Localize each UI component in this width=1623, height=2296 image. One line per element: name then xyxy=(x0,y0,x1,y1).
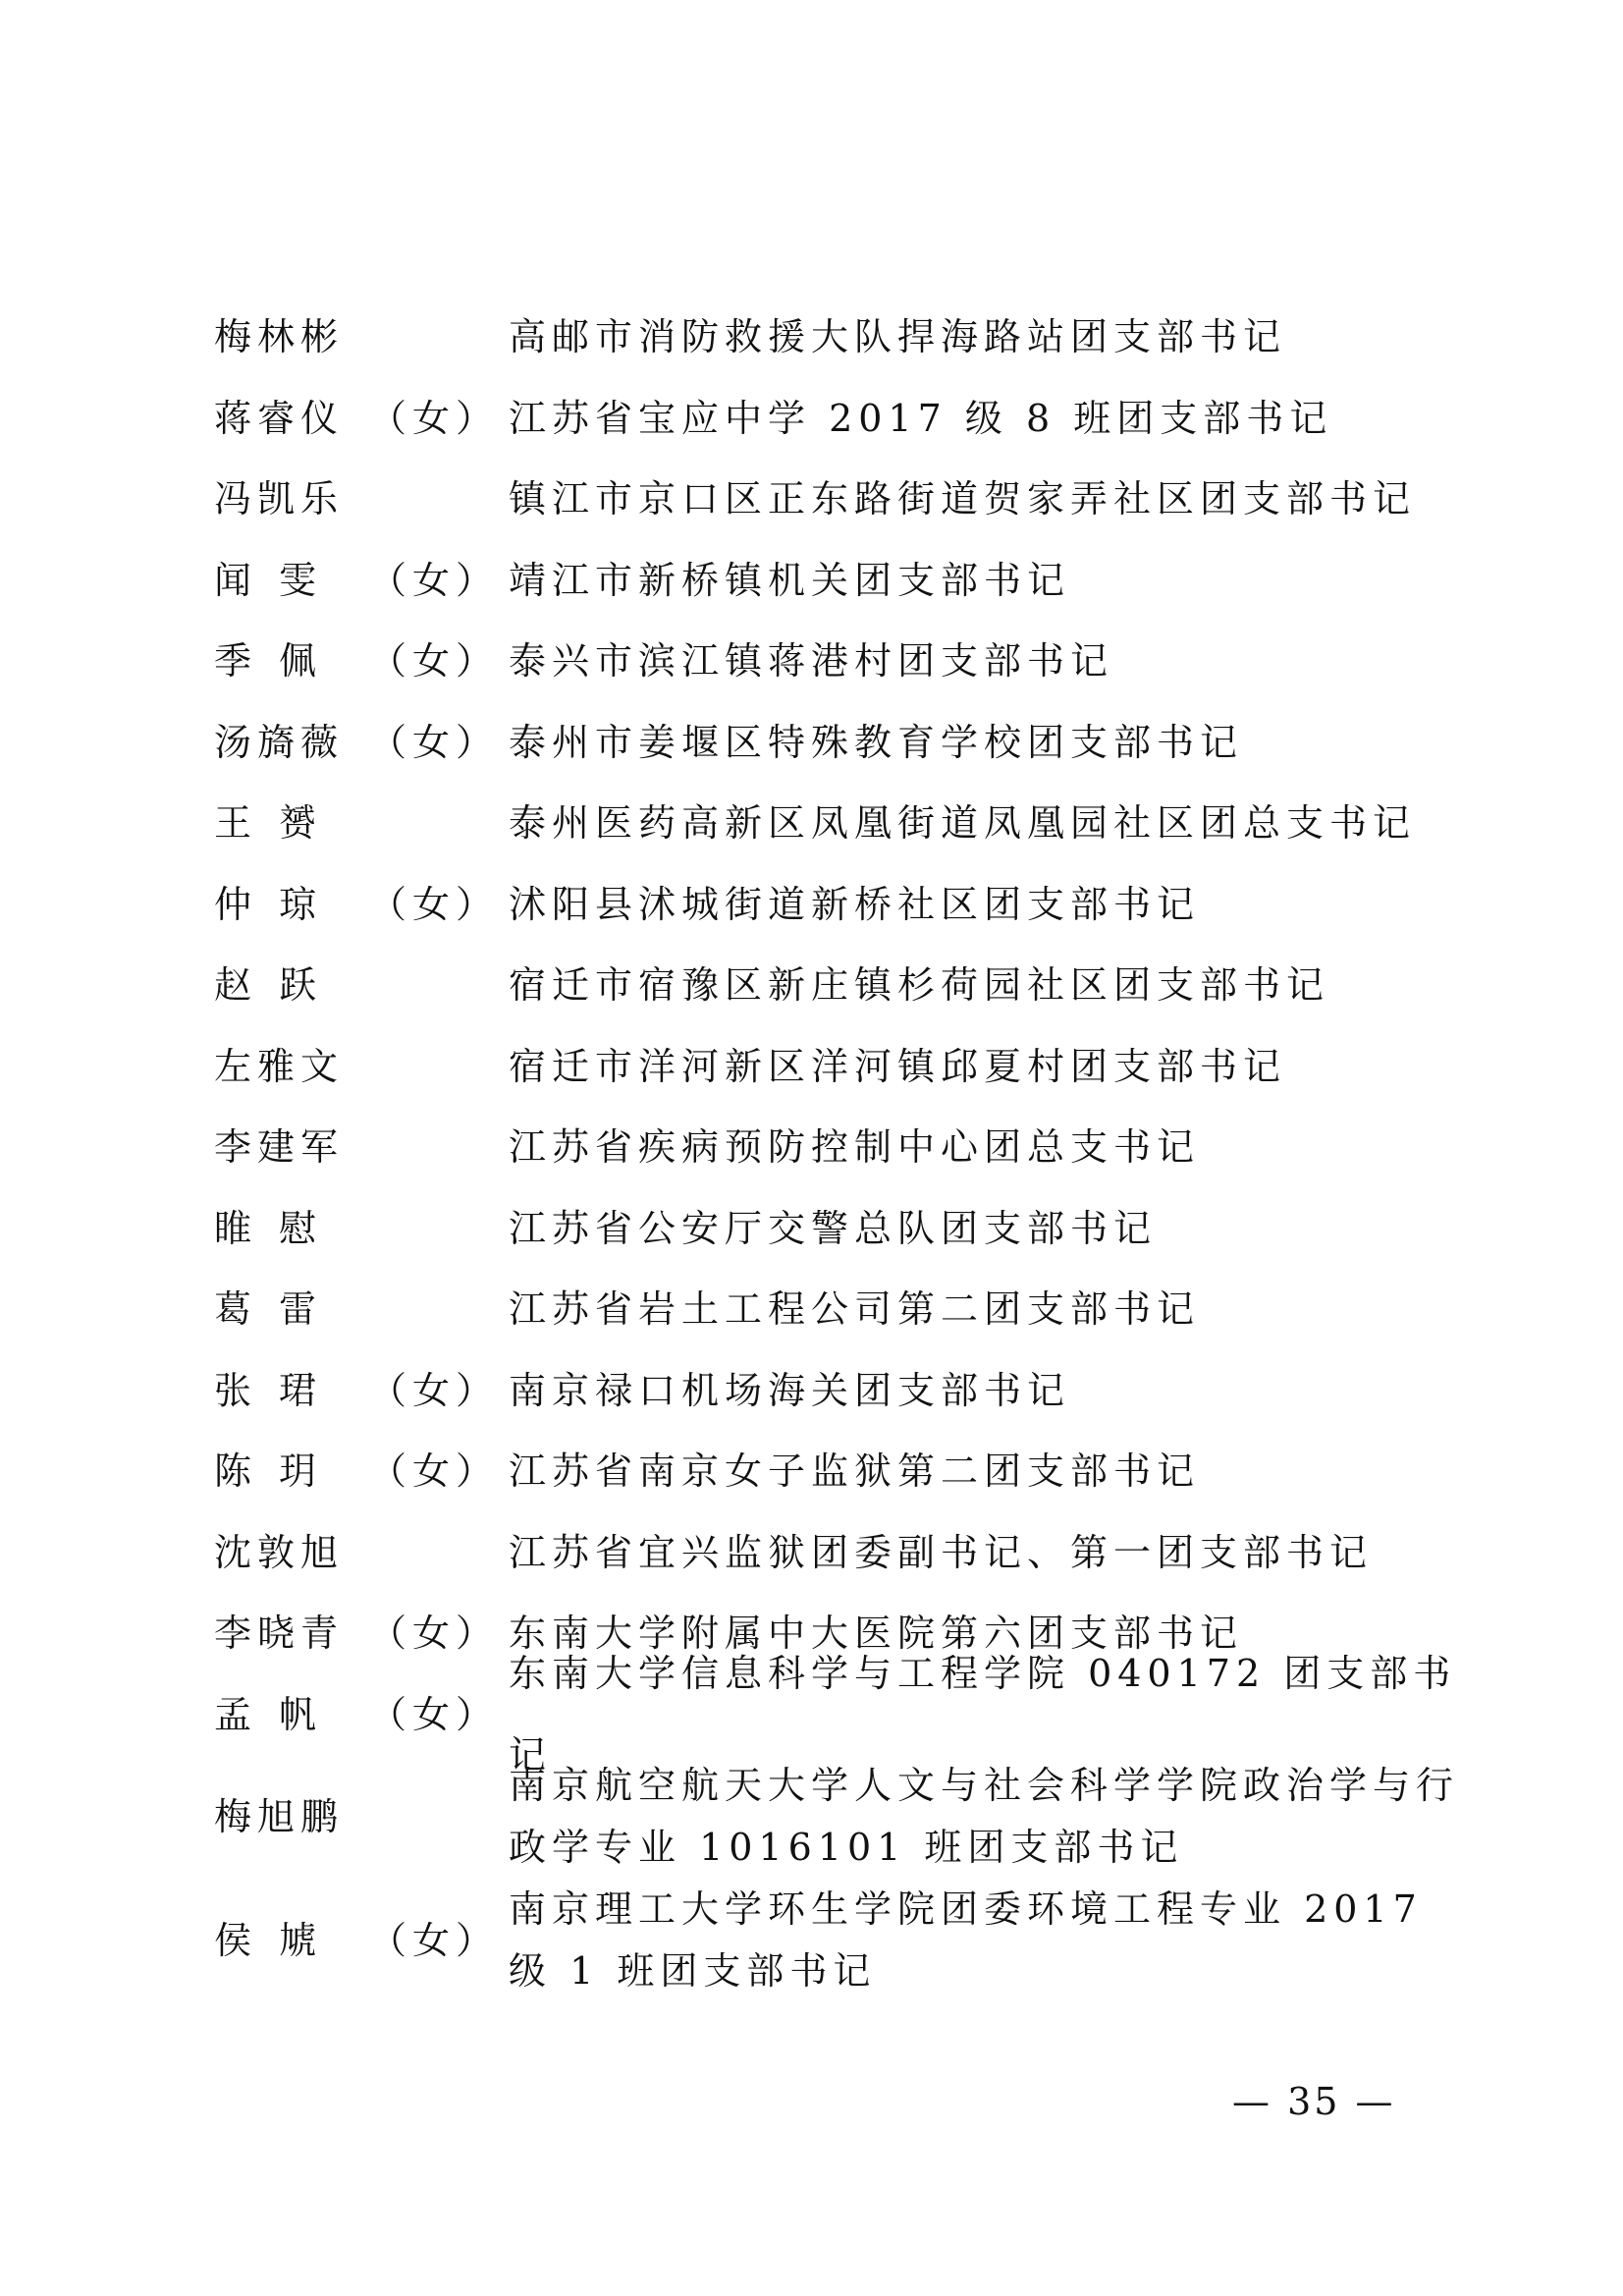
list-item xyxy=(214,702,1461,784)
member-gender: （女） xyxy=(369,558,500,602)
member-post: 高邮市消防救援大队捍海路站团支部书记 xyxy=(509,315,1287,358)
member-list xyxy=(214,297,1461,2002)
member-post: 江苏省宝应中学 2017 级 8 班团支部书记 xyxy=(509,396,1333,440)
member-name: 闻雯 xyxy=(214,558,345,602)
member-name: 冯凯乐 xyxy=(214,477,345,520)
page-number: — 35 — xyxy=(1232,2080,1396,2123)
member-gender: （女） xyxy=(369,639,500,683)
member-name: 李建军 xyxy=(214,1125,345,1169)
member-gender: （女） xyxy=(369,1612,500,1655)
member-post: 江苏省公安厅交警总队团支部书记 xyxy=(509,1206,1158,1250)
member-name: 蒋睿仪 xyxy=(214,396,345,440)
member-name: 沈敦旭 xyxy=(214,1530,345,1574)
list-item xyxy=(214,1431,1461,1512)
member-post: 南京理工大学环生学院团委环境工程专业 2017 级 1 班团支部书记 xyxy=(509,1887,1423,1993)
member-post: 东南大学信息科学与工程学院 040172 团支部书记 xyxy=(509,1652,1457,1777)
list-item xyxy=(214,459,1461,540)
member-gender: （女） xyxy=(369,1918,500,1962)
member-gender: （女） xyxy=(369,1449,500,1493)
member-name: 葛雷 xyxy=(214,1287,345,1331)
list-item xyxy=(214,378,1461,460)
member-post: 江苏省南京女子监狱第二团支部书记 xyxy=(509,1449,1201,1493)
member-name: 王赟 xyxy=(214,801,345,845)
list-item xyxy=(214,783,1461,864)
member-name: 李晓青 xyxy=(214,1612,345,1655)
member-post: 泰州市姜堰区特殊教育学校团支部书记 xyxy=(509,720,1244,764)
member-gender: （女） xyxy=(369,882,500,926)
member-name: 孟帆 xyxy=(214,1692,345,1736)
member-post: 东南大学附属中大医院第六团支部书记 xyxy=(509,1612,1244,1655)
member-name: 侯虓 xyxy=(214,1918,345,1962)
list-item xyxy=(214,1755,1461,1879)
member-gender: （女） xyxy=(369,720,500,764)
member-name: 左雅文 xyxy=(214,1044,345,1088)
list-item xyxy=(214,540,1461,622)
member-gender: （女） xyxy=(369,1692,500,1736)
list-item xyxy=(214,1512,1461,1594)
member-name: 梅林彬 xyxy=(214,315,345,358)
member-post: 江苏省宜兴监狱团委副书记、第一团支部书记 xyxy=(509,1530,1374,1574)
list-item xyxy=(214,297,1461,378)
member-post: 南京禄口机场海关团支部书记 xyxy=(509,1368,1071,1412)
member-name: 睢慰 xyxy=(214,1206,345,1250)
list-item xyxy=(214,1269,1461,1350)
member-post: 南京航空航天大学人文与社会科学学院政治学与行政学专业 1016101 班团支部书记 xyxy=(509,1764,1460,1869)
member-name: 汤旖薇 xyxy=(214,720,345,764)
member-post: 宿迁市宿豫区新庄镇杉荷园社区团支部书记 xyxy=(509,963,1330,1007)
member-name: 陈玥 xyxy=(214,1449,345,1493)
list-item xyxy=(214,1188,1461,1270)
list-item xyxy=(214,945,1461,1026)
member-post: 靖江市新桥镇机关团支部书记 xyxy=(509,558,1071,602)
list-item xyxy=(214,1107,1461,1188)
list-item xyxy=(214,1879,1461,2002)
member-post: 泰兴市滨江镇蒋港村团支部书记 xyxy=(509,639,1114,683)
member-name: 梅旭鹏 xyxy=(214,1794,345,1838)
member-gender: （女） xyxy=(369,1368,500,1412)
list-item xyxy=(214,621,1461,702)
list-item xyxy=(214,1026,1461,1108)
member-post: 沭阳县沭城街道新桥社区团支部书记 xyxy=(509,882,1201,926)
member-name: 季佩 xyxy=(214,639,345,683)
member-post: 宿迁市洋河新区洋河镇邱夏村团支部书记 xyxy=(509,1044,1287,1088)
member-name: 张珺 xyxy=(214,1368,345,1412)
list-item xyxy=(214,864,1461,946)
member-gender: （女） xyxy=(369,396,500,440)
list-item xyxy=(214,1350,1461,1432)
member-post: 泰州医药高新区凤凰街道凤凰园社区团总支书记 xyxy=(509,801,1417,845)
member-post: 镇江市京口区正东路街道贺家弄社区团支部书记 xyxy=(509,477,1417,520)
member-post: 江苏省疾病预防控制中心团总支书记 xyxy=(509,1125,1201,1169)
member-name: 赵跃 xyxy=(214,963,345,1007)
member-post: 江苏省岩土工程公司第二团支部书记 xyxy=(509,1287,1201,1331)
list-item xyxy=(214,1652,1461,1777)
member-name: 仲琼 xyxy=(214,882,345,926)
